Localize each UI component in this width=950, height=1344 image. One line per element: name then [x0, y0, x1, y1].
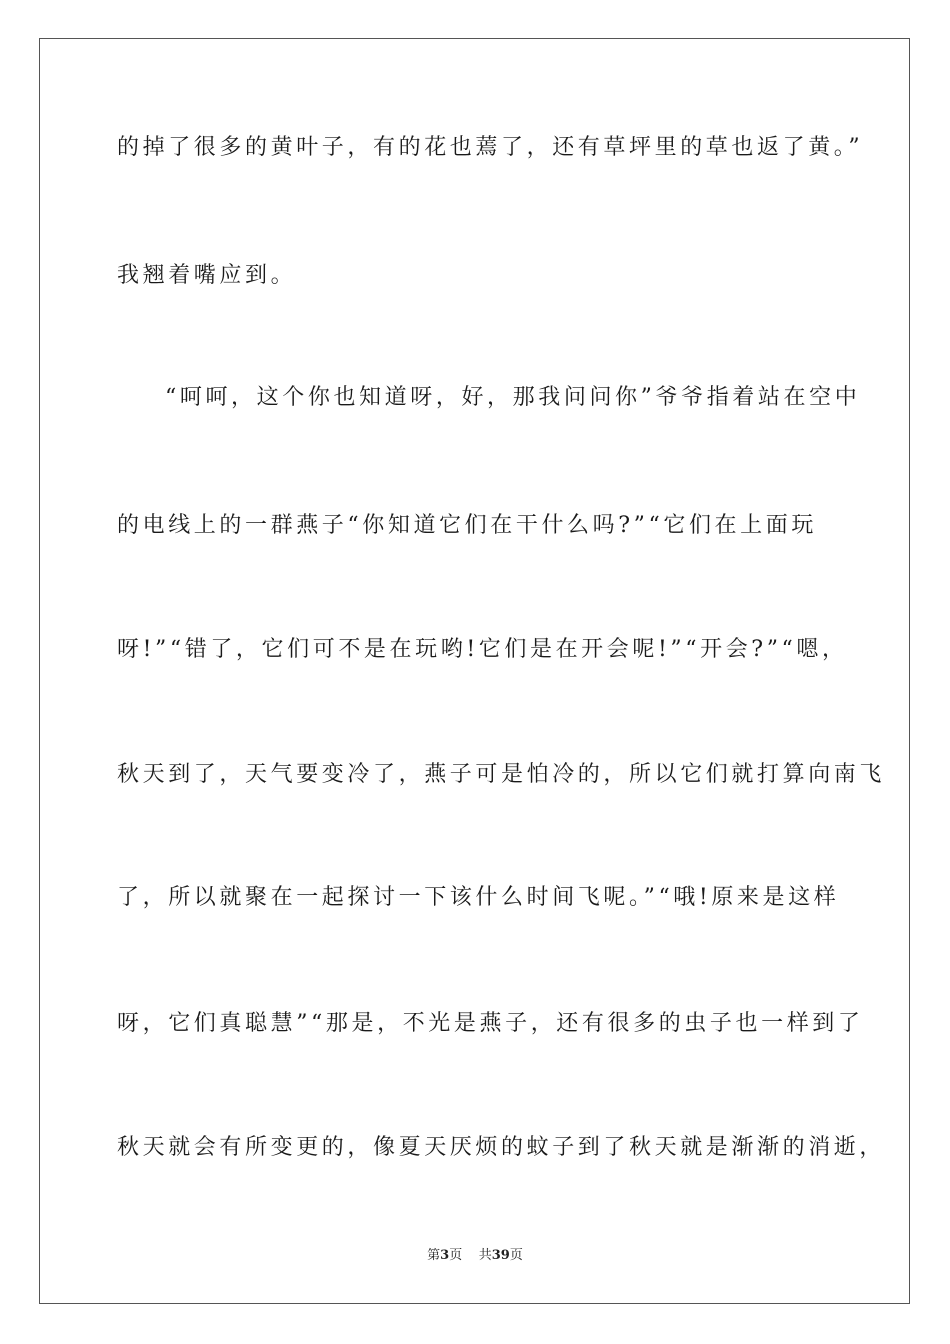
page-prefix: 第 [427, 1248, 441, 1263]
page-total: 39 [491, 1248, 510, 1263]
page-current: 3 [440, 1248, 450, 1263]
text-line-4: 的电线上的一群燕子“你知道它们在干什么吗?”“它们在上面玩 [117, 513, 817, 538]
page-suffix: 页 [449, 1248, 463, 1263]
text-line-1: 的掉了很多的黄叶子，有的花也蔫了，还有草坪里的草也返了黄。” [117, 135, 864, 160]
page-footer [0, 1247, 950, 1265]
total-prefix: 共 [478, 1248, 492, 1263]
page-frame [39, 38, 910, 1304]
text-line-6: 秋天到了，天气要变冷了，燕子可是怕冷的，所以它们就打算向南飞 [117, 762, 886, 787]
text-line-3: “呵呵，这个你也知道呀，好，那我问问你”爷爷指着站在空中 [165, 385, 861, 410]
text-line-2: 我翘着嘴应到。 [117, 263, 297, 288]
text-line-9: 秋天就会有所变更的，像夏天厌烦的蚊子到了秋天就是渐渐的消逝， [117, 1135, 886, 1160]
text-line-7: 了，所以就聚在一起探讨一下该什么时间飞呢。”“哦!原来是这样 [117, 885, 840, 910]
text-line-8: 呀，它们真聪慧”“那是，不光是燕子，还有很多的虫子也一样到了 [117, 1011, 864, 1036]
text-line-5: 呀!”“错了，它们可不是在玩哟!它们是在开会呢!”“开会?”“嗯， [117, 637, 848, 662]
total-suffix: 页 [509, 1248, 523, 1263]
